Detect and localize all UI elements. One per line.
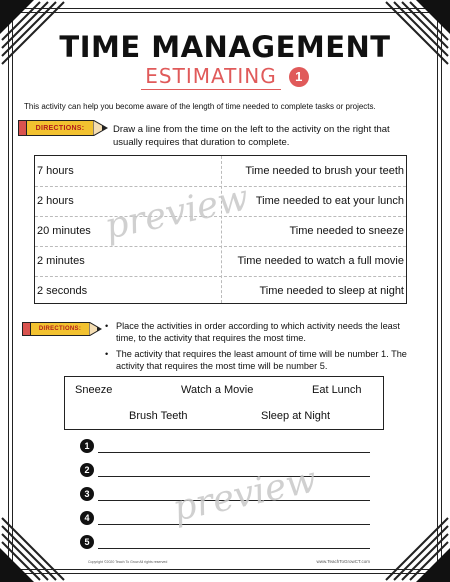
directions-pencil-1: [18, 120, 108, 136]
matching-table: [34, 155, 407, 304]
word-bank-item: Eat Lunch: [312, 384, 362, 396]
time-item[interactable]: 2 minutes: [37, 255, 85, 267]
time-item[interactable]: 2 seconds: [37, 285, 88, 297]
word-bank-item: Sneeze: [75, 384, 113, 396]
copyright-footer: Copyright ©2020 Teach To Grow All rights reserved: [88, 560, 168, 564]
page-title: TIME MANAGEMENT: [59, 30, 391, 64]
activity-item[interactable]: Time needed to sleep at night: [259, 285, 404, 297]
page-subtitle: ESTIMATING: [141, 64, 280, 90]
intro-text: This activity can help you become aware of the length of time needed to complete tasks or projects.: [24, 102, 376, 111]
activity-item[interactable]: Time needed to watch a full movie: [237, 255, 404, 267]
website-footer: www.TeachToGrowCT.com: [316, 559, 370, 564]
pencil-tip-icon: [93, 120, 109, 136]
answer-number-badge: 1: [80, 439, 94, 453]
word-bank-item: Brush Teeth: [129, 410, 188, 422]
activity-item[interactable]: Time needed to sneeze: [289, 225, 404, 237]
word-bank-item: Watch a Movie: [181, 384, 254, 396]
subtitle-row: [0, 64, 450, 90]
answer-line-2[interactable]: [80, 461, 370, 477]
directions-label: DIRECTIONS:: [26, 120, 94, 136]
preview-watermark: preview: [101, 177, 253, 248]
matching-row: [35, 276, 406, 306]
corner-decoration-icon: [0, 512, 70, 582]
directions-bullet: • The activity that requires the least amount of time will be number 1. The activity that requires the most time will be number 5.: [105, 348, 410, 372]
answer-line-5[interactable]: [80, 533, 370, 549]
time-item[interactable]: 2 hours: [37, 195, 74, 207]
word-bank-item: Sleep at Night: [261, 410, 331, 422]
time-item[interactable]: 7 hours: [37, 165, 74, 177]
answer-number-badge: 2: [80, 463, 94, 477]
directions-text-1: Draw a line from the time on the left to the activity on the right that usually requires that duration to complete.: [113, 124, 390, 148]
answer-line-1[interactable]: [80, 437, 370, 453]
answer-number-badge: 3: [80, 487, 94, 501]
activity-item[interactable]: Time needed to brush your teeth: [245, 165, 404, 177]
answer-blank[interactable]: [98, 441, 370, 453]
answer-blank[interactable]: [98, 537, 370, 549]
answer-number-badge: 4: [80, 511, 94, 525]
corner-decoration-icon: [380, 512, 450, 582]
directions-pencil-2: [22, 322, 102, 336]
answer-number-badge: 5: [80, 535, 94, 549]
section-number-badge: 1: [289, 67, 309, 87]
directions-label: DIRECTIONS:: [30, 322, 90, 336]
preview-watermark: preview: [169, 459, 321, 530]
pencil-tip-icon: [89, 322, 103, 336]
activity-item[interactable]: Time needed to eat your lunch: [255, 195, 404, 207]
matching-row: [35, 246, 406, 276]
word-bank: [64, 376, 384, 430]
directions-text-2: [105, 320, 410, 376]
directions-bullet: • Place the activities in order according to which activity needs the least time, to the activity that requires the most time.: [105, 320, 410, 344]
time-item[interactable]: 20 minutes: [37, 225, 91, 237]
